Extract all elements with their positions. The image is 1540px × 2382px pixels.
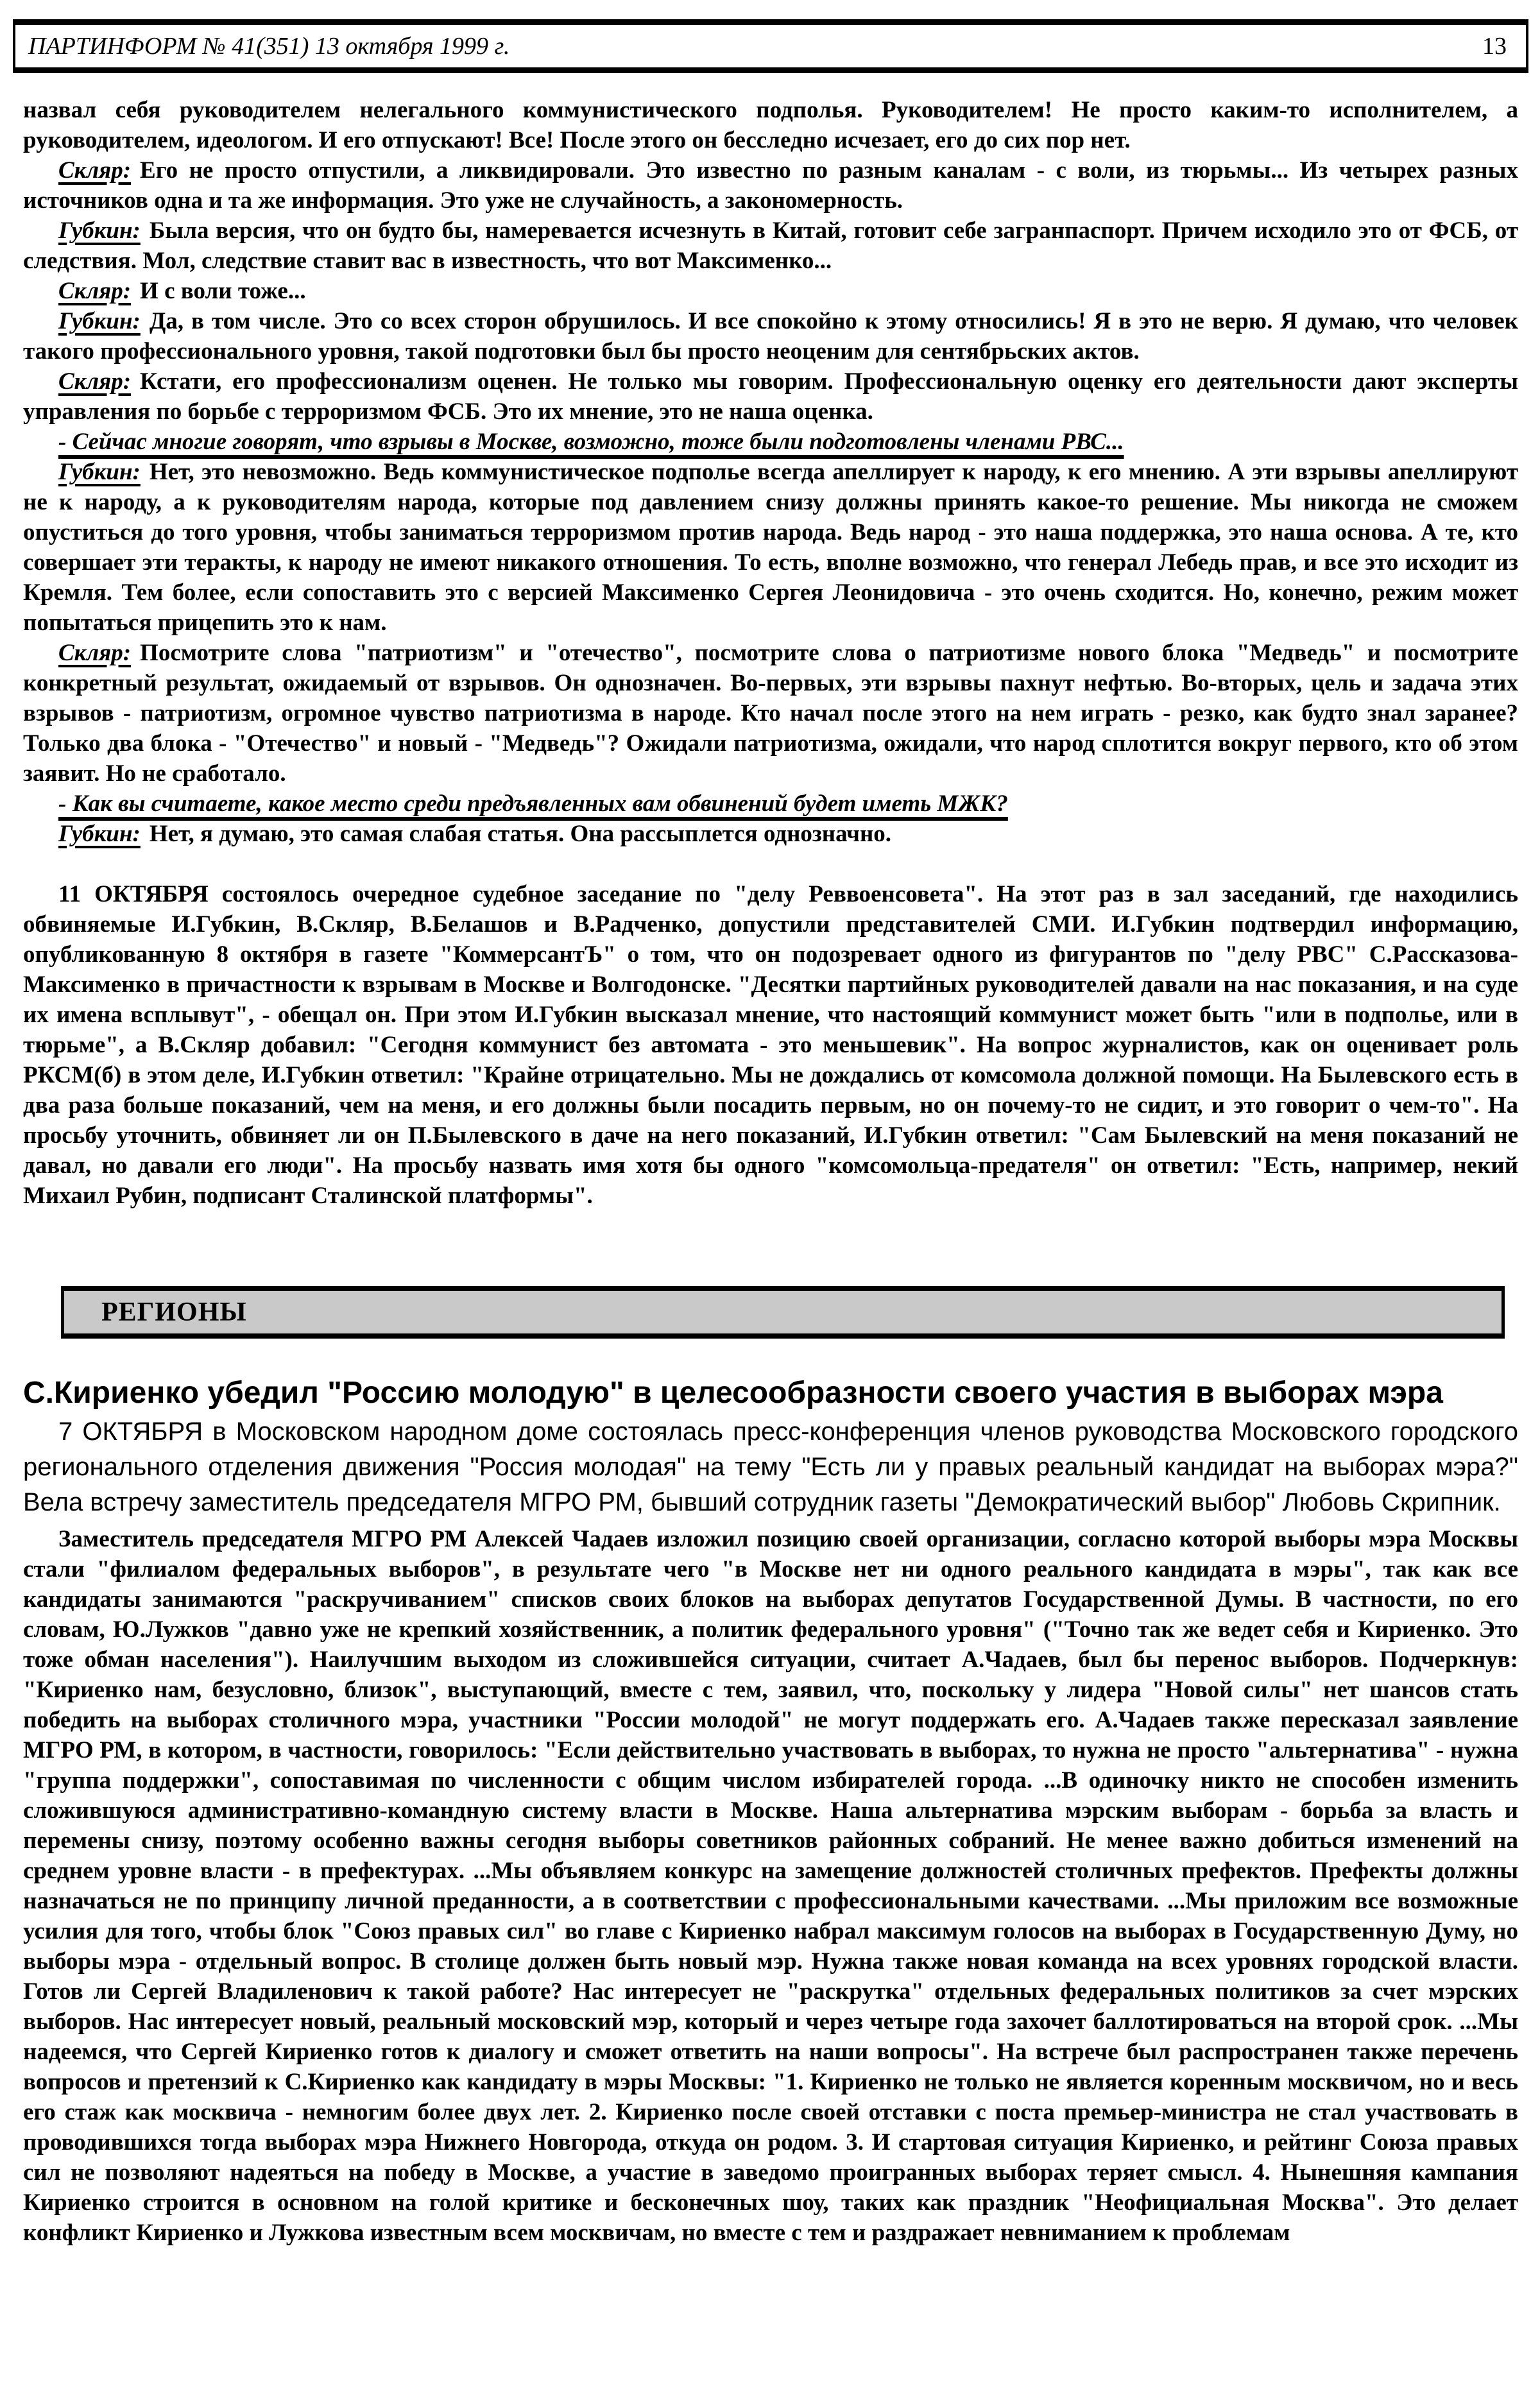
dialog-text: Нет, это невозможно. Ведь коммунистическое подполье всегда апеллирует к народу, к его мнению. А эти взрывы апеллируют не к народу, а к руководителям народа, которые под давлением снизу должны принять какое-то решение. Мы никогда не сможем опуститься до того уровня, чтобы заниматься терроризмом против народа. Ведь народ - это наша поддержка, это наша основа. А те, кто совершает эти теракты, к народу не имеют никакого отношения. То есть, вполне возможно, что генерал Лебедь прав, и все это исходит из Кремля. Тем более, если сопоставить это с версией Максименко Сергея Леонидовича - это очень сходится. Но, конечно, режим может попытаться прицепить это к нам. [23,459,1518,636]
paragraph-text: назвал себя руководителем нелегального коммунистического подполья. Руководителем! Не просто каким-то исполнителем, а руководителем, идеологом. И его отпускают! Все! После этого он бесследно исчезает, его до сих пор нет. [23,97,1518,153]
dialog-speaker: Губкин: [58,459,141,485]
interview-question [23,789,1518,819]
regions-title: РЕГИОНЫ [101,1298,247,1327]
question-text: - Сейчас многие говорят, что взрывы в Москве, возможно, тоже были подготовлены членами РВС... [58,429,1124,455]
news-text: 11 ОКТЯБРЯ состоялось очередное судебное заседание по "делу Реввоенсовета". На этот раз в зал заседаний, где находились обвиняемые И.Губкин, В.Скляр, В.Белашов и В.Радченко, допустили представителей СМИ. И.Губкин подтвердил информацию, опубликованную 8 октября в газете "КоммерсантЪ" о том, что он подозревает одного из фигурантов по "делу РВС" С.Рассказова-Максименко в причастности к взрывам в Москве и Волгодонске. "Десятки партийных руководителей давали на нас показания, и на суде их имена всплывут", - обещал он. При этом И.Губкин высказал мнение, что настоящий коммунист может быть "или в подполье, или в тюрьме", а В.Скляр добавил: "Сегодня коммунист без автомата - это меньшевик". На вопрос журналистов, как он оценивает роль РКСМ(б) в этом деле, И.Губкин ответил: "Крайне отрицательно. Мы не дождались от комсомола должной помощи. На Былевского есть в два раза больше показаний, чем на меня, и его должны были посадить первым, но он почему-то не сидит, и это говорит о чем-то". На просьбу уточнить, обвиняет ли он П.Былевского в даче на него показаний, И.Губкин ответил: "Сам Былевский на меня показаний не давал, но давали его люди". На просьбу назвать имя хотя бы одного "комсомольца-предателя" он ответил: "Есть, например, некий Михаил Рубин, подписант Сталинской платформы". [23,881,1518,1209]
page-number: 13 [1482,33,1507,60]
dialog-speaker: Губкин: [58,821,141,847]
regions-section [23,1286,1518,2248]
regions-section-header [61,1286,1505,1339]
journal-title: ПАРТИНФОРМ № 41(351) 13 октября 1999 г. [28,33,510,60]
dialog-text: Посмотрите слова "патриотизм" и "отечество", посмотрите слова о патриотизме нового блока "Медведь" и посмотрите конкретный результат, ожидаемый от взрывов. Он однозначен. Во-первых, эти взрывы пахнут нефтью. Во-вторых, цель и задача этих взрывов - патриотизм, огромное чувство патриотизма в народе. Кто начал после этого на нем играть - резко, как будто знал заранее? Только два блока - "Отечество" и новый - "Медведь"? Ожидали патриотизма, ожидали, что народ сплотится вокруг первого, кто об этом заявит. Но не сработало. [23,640,1518,787]
question-text: - Как вы считаете, какое место среди предъявленных вам обвинений будет иметь МЖК? [58,791,1008,817]
interview-section [23,95,1518,1211]
interview-paragraph [23,155,1518,216]
interview-question [23,427,1518,457]
dialog-text: Да, в том числе. Это со всех сторон обрушилось. И все спокойно к этому относились! Я в это не верю. Я думаю, что человек такого профессионального уровня, такой подготовки был бы просто неоценим для сентябрьских актов. [23,308,1518,364]
dialog-speaker: Скляр: [58,368,132,395]
dialog-speaker: Губкин: [58,308,141,334]
interview-paragraph [23,366,1518,427]
interview-paragraph [23,95,1518,155]
article-body: Заместитель председателя МГРО РМ Алексей Чадаев изложил позицию своей организации, согласно которой выборы мэра Москвы стали "филиалом федеральных выборов", в результате чего "в Москве нет ни одного реального кандидата в мэры", так как все кандидаты занимаются "раскручиванием" списков своих блоков на выборах депутатов Государственной Думы. В частности, по его словам, Ю.Лужков "давно уже не крепкий хозяйственник, а политик федерального уровня" ("Точно так же ведет себя и Кириенко. Это тоже обман населения"). Наилучшим выходом из сложившейся ситуации, считает А.Чадаев, был бы перенос выборов. Подчеркнув: "Кириенко нам, безусловно, близок", выступающий, вместе с тем, заявил, что, поскольку у лидера "Новой силы" нет шансов стать победить на выборах столичного мэра, участники "России молодой" не могут поддержать его. А.Чадаев также пересказал заявление МГРО РМ, в котором, в частности, говорилось: "Если действительно участвовать в выборах, то нужна не просто "альтернатива" - нужна "группа поддержки", сопоставимая по численности с общим числом избирателей города. ...В одиночку никто не способен изменить сложившуюся административно-командную систему власти в Москве. Наша альтернатива мэрским выборам - борьба за власть и перемены снизу, поэтому особенно важны сегодня выборы советников районных собраний. Не менее важно добиться изменений на среднем уровне власти - в префектурах. ...Мы объявляем конкурс на замещение должностей столичных префектов. Префекты должны назначаться не по принципу личной преданности, а в соответствии с профессиональными качествами. ...Мы приложим все возможные усилия для того, чтобы блок "Союз правых сил" во главе с Кириенко набрал максимум голосов на выборах в Государственную Думу, но выборы мэра - отдельный вопрос. В столице должен быть новый мэр. Нужна также новая команда на всех уровнях городской власти. Готов ли Сергей Владиленович к такой работе? Нас интересует не "раскрутка" отдельных федеральных политиков за счет мэрских выборов. Нас интересует новый, реальный московский мэр, который и через четыре года захочет баллотироваться на второй срок. ...Мы надеемся, что Сергей Кириенко готов к диалогу и сможет ответить на наши вопросы". На встрече был распространен также перечень вопросов и претензий к С.Кириенко как кандидату в мэры Москвы: "1. Кириенко не только не является коренным москвичом, но и весь его стаж как москвича - немногим более двух лет. 2. Кириенко после своей отставки с поста премьер-министра не стал участвовать в проводившихся тогда выборах мэра Нижнего Новгорода, откуда он родом. 3. И стартовая ситуация Кириенко, и рейтинг Союза правых сил не позволяют надеяться на победу в Москве, а участие в заведомо проигранных выборах теряет смысл. 4. Нынешняя кампания Кириенко строится в основном на голой критике и бесконечных шоу, таких как праздник "Неофициальная Москва". Это делает конфликт Кириенко и Лужкова известным всем москвичам, но вместе с тем и раздражает невниманием к проблемам [23,1526,1518,2246]
interview-paragraph [23,457,1518,638]
dialog-text: И с воли тоже... [140,278,306,304]
dialog-text: Его не просто отпустили, а ликвидировали. Это известно по разным каналам - с воли, из тюрьмы... Из четырех разных источников одна и та же информация. Это уже не случайность, а закономерность. [23,157,1518,214]
dialog-speaker: Губкин: [58,218,141,244]
dialog-speaker: Скляр: [58,157,132,184]
interview-paragraph [23,306,1518,366]
page-header-box [13,19,1528,73]
interview-paragraph [23,819,1518,849]
article-headline: С.Кириенко убедил "Россию молодую" в целесообразности своего участия в выборах мэра [23,1376,1443,1410]
news-paragraph [23,879,1518,1211]
interview-paragraph [23,638,1518,789]
dialog-text: Была версия, что он будто бы, намеревается исчезнуть в Китай, готовит себе загранпаспорт. Причем исходило это от ФСБ, от следствия. Мол, следствие ставит вас в известность, что вот Максименко... [23,218,1518,274]
interview-paragraph [23,276,1518,306]
dialog-text: Кстати, его профессионализм оценен. Не только мы говорим. Профессиональную оценку его деятельности дают эксперты управления по борьбе с терроризмом ФСБ. Это их мнение, это не наша оценка. [23,368,1518,425]
interview-paragraph [23,216,1518,276]
dialog-speaker: Скляр: [58,640,132,666]
dialog-speaker: Скляр: [58,278,132,304]
article-lead: 7 ОКТЯБРЯ в Московском народном доме состоялась пресс-конференция членов руководства Московского городского регионального отделения движения "Россия молодая" на тему "Есть ли у правых реальный кандидат на выборах мэра?" Вела встречу заместитель председателя МГРО РМ, бывший сотрудник газеты "Демократический выбор" Любовь Скрипник. [23,1418,1518,1516]
dialog-text: Нет, я думаю, это самая слабая статья. Она рассыплется однозначно. [149,821,892,847]
